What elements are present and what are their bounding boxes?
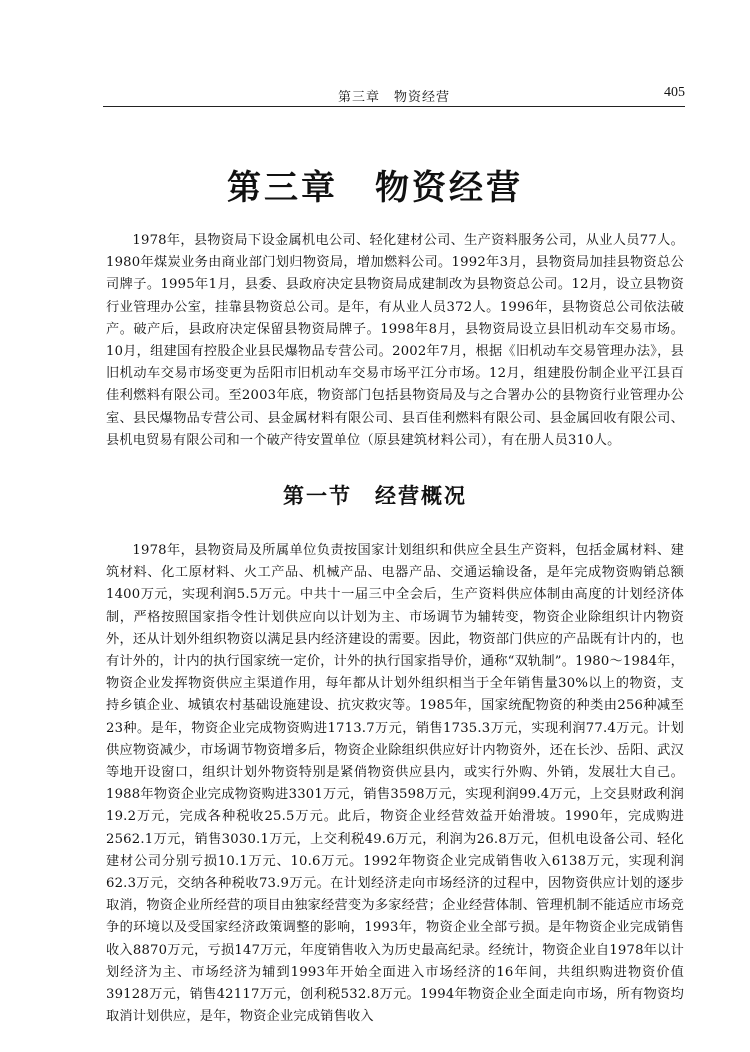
chapter-title: 第三章 物资经营 (227, 168, 523, 208)
section-title: 第一节 经营概况 (283, 483, 467, 508)
section-paragraph: 1978年，县物资局及所属单位负责按国家计划组织和供应全县生产资料，包括金属材料、建筑材料、化工原材料、火工产品、机械产品、电器产品、交通运输设备，是年完成物资购销总额1400万元，实现利润5.5万元。中共十一届三中全会后，生产资料供应体制由高度的计划经济体制，严格按照国家指令性计划供应向以计划为主、市场调节为辅转变，物资企业除组织计内物资外，还从计划外组织物资以满足县内经济建设的需要。因此，物资部门供应的产品既有计内的，也有计外的，计内的执行国家统一定价，计外的执行国家指导价，通称“双轨制”。1980～1984年，物资企业发挥物资供应主渠道作用，每年都从计划外组织相当于全年销售量30%以上的物资，支持乡镇企业、城镇农村基础设施建设、抗灾救灾等。1985年，国家统配物资的种类由256种减至23种。是年，物资企业完成物资购进1713.7万元，销售1735.3万元，实现利润77.4万元。计划供应物资减少，市场调节物资增多后，物资企业除组织供应好计内物资外，还在长沙、岳阳、武汉等地开设窗口，组织计划外物资特别是紧俏物资供应县内，或实行外购、外销，发展壮大自己。1988年物资企业完成物资购进3301万元，销售3598万元，实现利润99.4万元，上交县财政利润19.2万元，完成各种税收25.5万元。此后，物资企业经营效益开始滑坡。1990年，完成购进2562.1万元，销售3030.1万元，上交利税49.6万元，利润为26.8万元，但机电设备公司、轻化建材公司分别亏损10.1万元、10.6万元。1992年物资企业完成销售收入6138万元，实现利润62.3万元，交纳各种税收73.9万元。在计划经济走向市场经济的过程中，因物资供应计划的逐步取消，物资企业所经营的项目由独家经营变为多家经营；企业经营体制、管理机制不能适应市场竞争的环境以及受国家经济政策调整的影响，1993年，物资企业全部亏损。是年物资企业完成销售收入8870万元，亏损147万元，年度销售收入为历史最高纪录。经统计，物资企业自1978年以计划经济为主、市场经济为辅到1993年开始全面进入市场经济的16年间，共组织购进物资价值39128万元，销售42117万元，创利税532.8万元。1994年物资企业全面走向市场，所有物资均取消计划供应，是年，物资企业完成销售收入 (106, 543, 684, 1025)
intro-paragraph: 1978年，县物资局下设金属机电公司、轻化建材公司、生产资料服务公司，从业人员77人。1980年煤炭业务由商业部门划归物资局，增加燃料公司。1992年3月，县物资局加挂县物资总公司牌子。1995年1月，县委、县政府决定县物资局成建制改为县物资总公司。12月，设立县物资行业管理办公室，挂靠县物资总公司。是年，有从业人员372人。1996年，县物资总公司依法破产。破产后，县政府决定保留县物资局牌子。1998年8月，县物资局设立县旧机动车交易市场。10月，组建国有控股企业县民爆物品专营公司。2002年7月，根据《旧机动车交易管理办法》，县旧机动车交易市场变更为岳阳市旧机动车交易市场平江分市场。12月，组建股份制企业平江县百佳利燃料有限公司。至2003年底，物资部门包括县物资局及与之合署办公的县物资行业管理办公室、县民爆物品专营公司、县金属材料有限公司、县百佳利燃料有限公司、县金属回收有限公司、县机电贸易有限公司和一个破产待安置单位（原县建筑材料公司），有在册人员310人。 (106, 233, 684, 448)
running-title: 第三章 物资经营 (337, 90, 450, 105)
page-number: 405 (664, 85, 685, 100)
running-header (103, 84, 685, 107)
